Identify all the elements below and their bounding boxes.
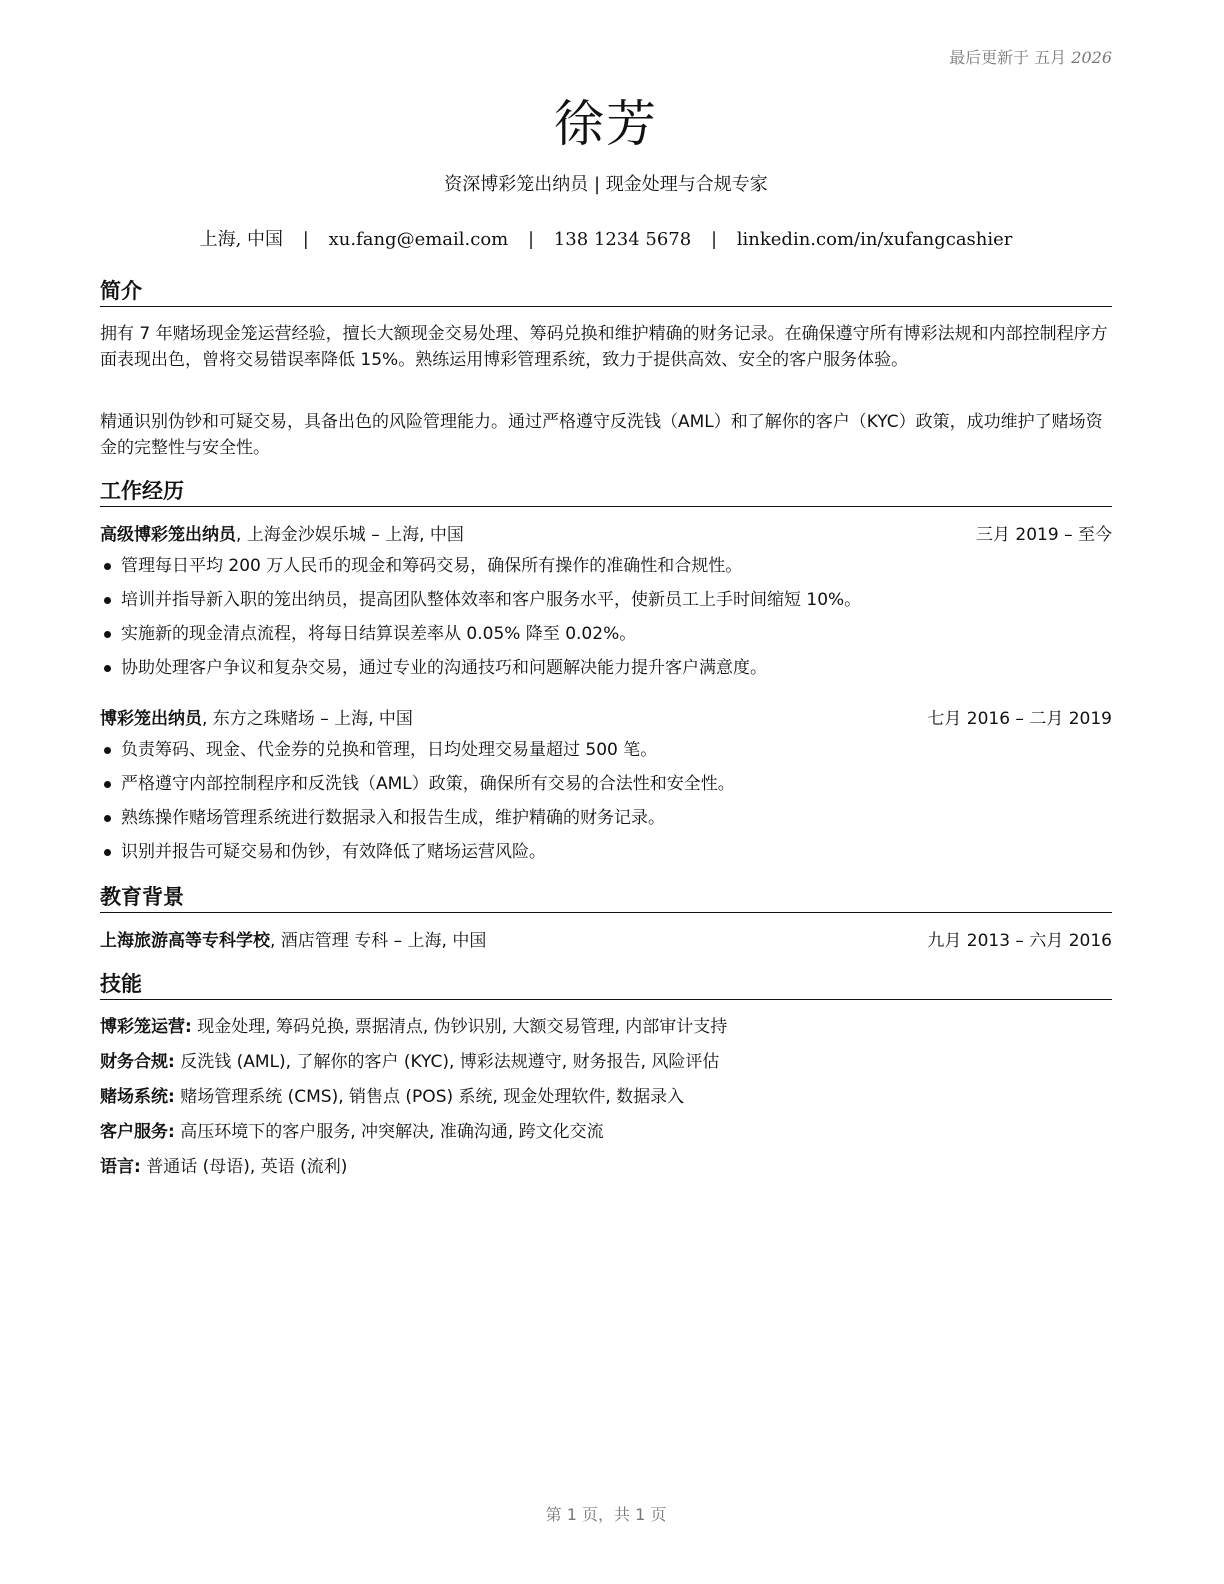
skill-category: 赌场系统: [100, 1087, 175, 1107]
contact-email[interactable]: xu.fang@email.com [328, 229, 509, 250]
page-footer: 第 1 页，共 1 页 [545, 1505, 667, 1524]
list-item: 熟练操作赌场管理系统进行数据录入和报告生成，维护精确的财务记录。 [100, 805, 1112, 839]
last-updated-year: 2026 [1071, 48, 1112, 67]
education-detail: , 酒店管理 专科 – 上海, 中国 [270, 931, 487, 951]
job-org: , 东方之珠赌场 – 上海, 中国 [202, 709, 413, 729]
list-item: 负责筹码、现金、代金券的兑换和管理，日均处理交易量超过 500 笔。 [100, 737, 1112, 771]
list-item: 培训并指导新入职的笼出纳员，提高团队整体效率和客户服务水平，使新员工上手时间缩短 10%。 [100, 587, 1112, 621]
contact-separator: | [527, 229, 535, 250]
education-date: 九月 2013 – 六月 2016 [927, 931, 1112, 951]
job-header [100, 706, 1112, 732]
job-title: 博彩笼出纳员 [100, 709, 202, 729]
job-org: , 上海金沙娱乐城 – 上海, 中国 [236, 525, 464, 545]
list-item: 管理每日平均 200 万人民币的现金和筹码交易，确保所有操作的准确性和合规性。 [100, 553, 1112, 587]
candidate-name: 徐芳 [554, 95, 658, 153]
skill-row [100, 1049, 1112, 1084]
last-updated-label: 最后更新于 五月 [949, 48, 1067, 67]
skill-items: 现金处理, 筹码兑换, 票据清点, 伪钞识别, 大额交易管理, 内部审计支持 [197, 1017, 728, 1037]
contact-location: 上海, 中国 [199, 229, 284, 250]
contact-linkedin[interactable]: linkedin.com/in/xufangcashier [736, 229, 1013, 250]
job-date: 七月 2016 – 二月 2019 [927, 709, 1112, 729]
skill-items: 高压环境下的客户服务, 冲突解决, 准确沟通, 跨文化交流 [180, 1122, 604, 1142]
skill-row [100, 1084, 1112, 1119]
summary-paragraph-1: 拥有 7 年赌场现金笼运营经验，擅长大额现金交易处理、筹码兑换和维护精确的财务记录。在确保遵守所有博彩法规和内部控制程序方面表现出色，曾将交易错误率降低 15%。熟练运用博彩管理系统，致力于提供高效、安全的客户服务体验。 [100, 324, 1108, 370]
job-bullets [100, 737, 1112, 873]
skill-category: 语言: [100, 1157, 141, 1177]
contact-separator: | [302, 229, 309, 250]
skill-items: 普通话 (母语), 英语 (流利) [146, 1157, 348, 1177]
list-item: 协助处理客户争议和复杂交易，通过专业的沟通技巧和问题解决能力提升客户满意度。 [100, 655, 1112, 689]
contact-phone[interactable]: 138 1234 5678 [553, 229, 692, 250]
job-bullets [100, 553, 1112, 689]
skill-category: 博彩笼运营: [100, 1017, 192, 1037]
section-title-experience: 工作经历 [100, 478, 1112, 507]
skill-row [100, 1119, 1112, 1154]
summary-paragraph-2: 精通识别伪钞和可疑交易，具备出色的风险管理能力。通过严格遵守反洗钱（AML）和了解你的客户（KYC）政策，成功维护了赌场资金的完整性与安全性。 [100, 412, 1103, 458]
contact-line [100, 225, 1112, 251]
section-title-summary: 简介 [100, 278, 1112, 307]
skill-category: 财务合规: [100, 1052, 175, 1072]
last-updated [949, 45, 1112, 68]
list-item: 识别并报告可疑交易和伪钞，有效降低了赌场运营风险。 [100, 839, 1112, 873]
resume-page [100, 0, 1112, 1584]
contact-separator: | [710, 229, 718, 250]
list-item: 严格遵守内部控制程序和反洗钱（AML）政策，确保所有交易的合法性和安全性。 [100, 771, 1112, 805]
skills-list [100, 1014, 1112, 1189]
skill-category: 客户服务: [100, 1122, 175, 1142]
skill-row [100, 1014, 1112, 1049]
job-header [100, 522, 1112, 548]
skill-items: 赌场管理系统 (CMS), 销售点 (POS) 系统, 现金处理软件, 数据录入 [180, 1087, 685, 1107]
school-name: 上海旅游高等专科学校 [100, 931, 270, 951]
list-item: 实施新的现金清点流程，将每日结算误差率从 0.05% 降至 0.02%。 [100, 621, 1112, 655]
headline: 资深博彩笼出纳员 | 现金处理与合规专家 [444, 174, 768, 195]
section-title-education: 教育背景 [100, 884, 1112, 913]
section-title-skills: 技能 [100, 971, 1112, 1000]
job-title: 高级博彩笼出纳员 [100, 525, 236, 545]
job-date: 三月 2019 – 至今 [976, 525, 1112, 545]
skill-items: 反洗钱 (AML), 了解你的客户 (KYC), 博彩法规遵守, 财务报告, 风险评估 [180, 1052, 720, 1072]
skill-row [100, 1154, 1112, 1189]
education-header [100, 928, 1112, 954]
